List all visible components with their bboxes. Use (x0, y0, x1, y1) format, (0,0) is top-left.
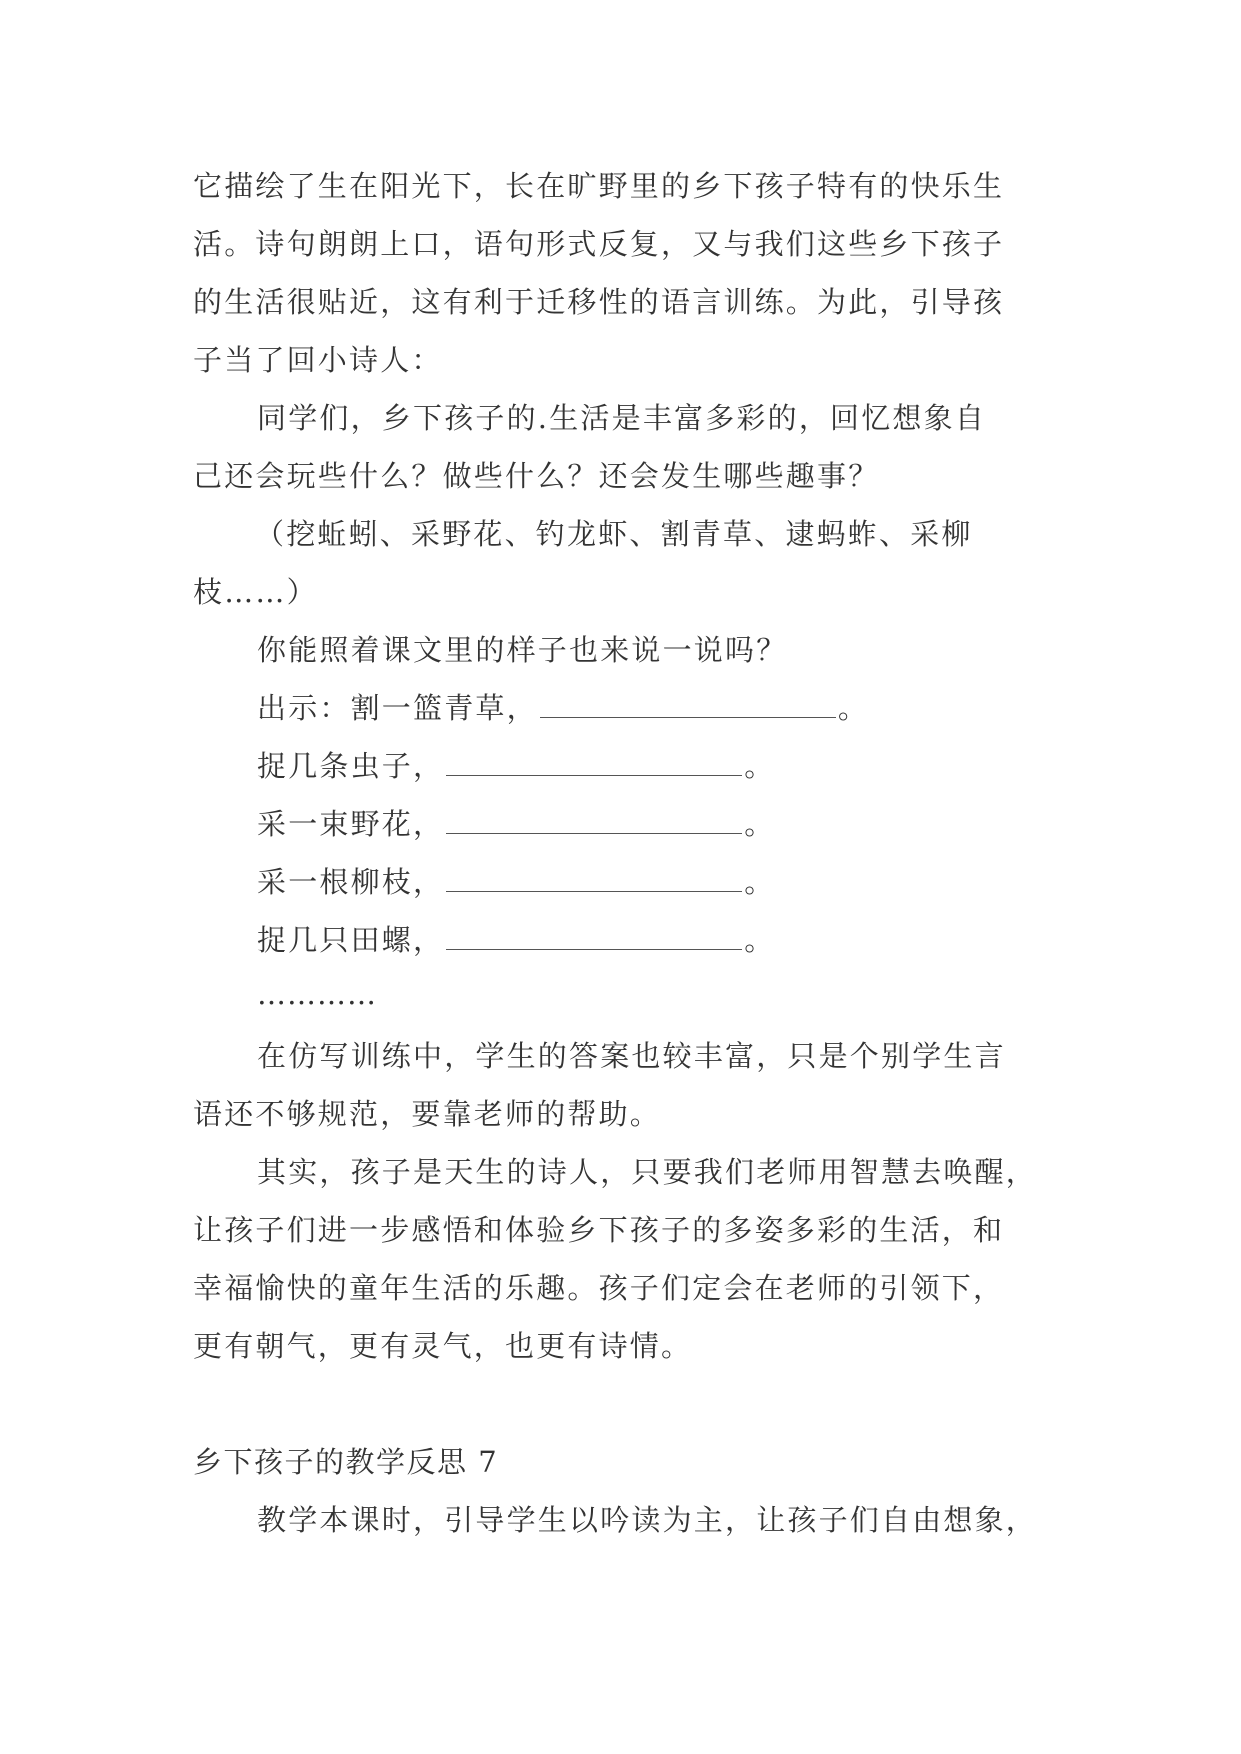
end-mark: 。 (744, 923, 776, 957)
body-text-line: 的生活很贴近，这有利于迁移性的语言训练。为此，引导孩 (193, 285, 1005, 319)
end-mark: 。 (744, 807, 776, 841)
exercise-line (257, 862, 775, 902)
exercise-item: 捉几条虫子， (257, 749, 445, 783)
exercise-ellipsis: ………… (257, 977, 377, 1011)
body-text-line: 幸福愉快的童年生活的乐趣。孩子们定会在老师的引领下， (193, 1271, 1005, 1305)
fill-in-blank (446, 805, 742, 834)
body-text-line: 同学们，乡下孩子的.生活是丰富多彩的，回忆想象自 (257, 401, 987, 435)
exercise-line (257, 746, 775, 786)
exercise-line (257, 920, 775, 960)
body-text-line: 它描绘了生在阳光下，长在旷野里的乡下孩子特有的快乐生 (193, 169, 1005, 203)
exercise-item: 捉几只田螺， (257, 923, 445, 957)
exercise-line (257, 688, 869, 728)
body-text-line: 活。诗句朗朗上口，语句形式反复，又与我们这些乡下孩子 (193, 227, 1005, 261)
fill-in-blank (540, 689, 836, 718)
body-text-line: 其实，孩子是天生的诗人，只要我们老师用智慧去唤醒， (257, 1155, 1038, 1189)
end-mark: 。 (744, 749, 776, 783)
exercise-prompt-label: 出示： (257, 691, 351, 725)
end-mark: 。 (837, 691, 870, 725)
section-heading: 乡下孩子的教学反思 7 (193, 1445, 499, 1479)
question-line: 你能照着课文里的样子也来说一说吗？ (257, 633, 788, 667)
body-text-line: 教学本课时，引导学生以吟读为主，让孩子们自由想象， (257, 1503, 1038, 1537)
exercise-line (257, 804, 775, 844)
exercise-item: 采一根柳枝， (257, 865, 445, 899)
body-text-line: 枝……） (193, 575, 318, 609)
end-mark: 。 (744, 865, 776, 899)
fill-in-blank (446, 747, 742, 776)
body-text-line: 让孩子们进一步感悟和体验乡下孩子的多姿多彩的生活，和 (193, 1213, 1005, 1247)
exercise-item: 采一束野花， (257, 807, 445, 841)
body-text-line: 子当了回小诗人： (193, 343, 443, 377)
exercise-item: 割一篮青草， (350, 691, 538, 725)
body-text-line: 更有朝气，更有灵气，也更有诗情。 (193, 1329, 693, 1363)
fill-in-blank (446, 863, 742, 892)
body-text-line: 语还不够规范，要靠老师的帮助。 (193, 1097, 662, 1131)
body-text-line: 在仿写训练中，学生的答案也较丰富，只是个别学生言 (257, 1039, 1006, 1073)
body-text-line: （挖蚯蚓、采野花、钓龙虾、割青草、逮蚂蚱、采柳 (255, 517, 973, 551)
fill-in-blank (446, 921, 742, 950)
body-text-line: 己还会玩些什么？做些什么？还会发生哪些趣事？ (193, 459, 880, 493)
